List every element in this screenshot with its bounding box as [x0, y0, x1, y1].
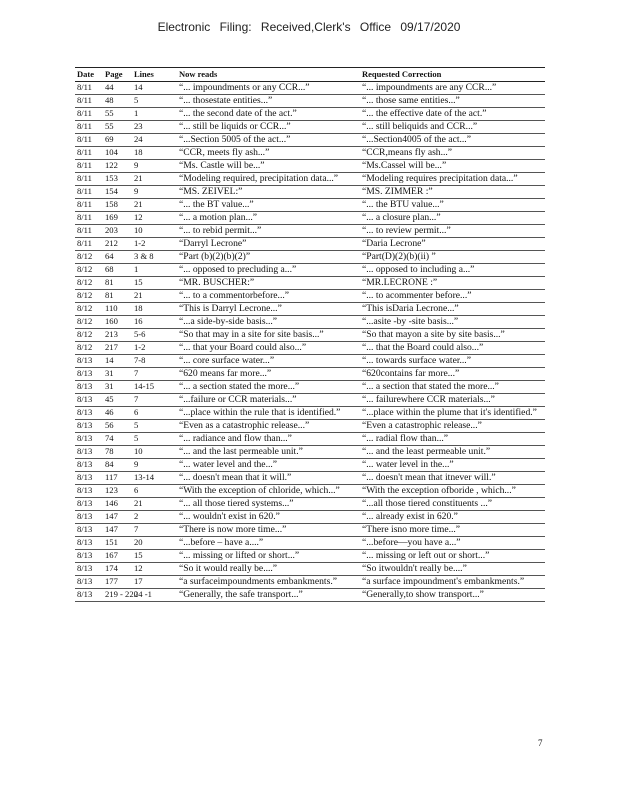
requested-correction-cell: “... radial flow than...” [360, 433, 545, 446]
lines-cell: 7 [132, 524, 177, 537]
now-reads-cell: “MS. ZEIVEL:” [177, 186, 360, 199]
page-cell: 31 [103, 381, 132, 394]
now-reads-cell: “... the second date of the act.” [177, 108, 360, 121]
table-row [75, 511, 545, 524]
now-reads-cell: “... still be liquids or CCR...” [177, 121, 360, 134]
date-cell: 8/13 [75, 446, 103, 459]
date-cell: 8/11 [75, 121, 103, 134]
now-reads-cell: “Darryl Lecrone” [177, 238, 360, 251]
date-cell: 8/12 [75, 303, 103, 316]
table-row [75, 589, 545, 602]
now-reads-cell: “... thosestate entities...” [177, 95, 360, 108]
date-cell: 8/13 [75, 524, 103, 537]
lines-cell: 6 [132, 485, 177, 498]
date-cell: 8/12 [75, 290, 103, 303]
requested-correction-cell: “... the effective date of the act.” [360, 108, 545, 121]
date-cell: 8/13 [75, 485, 103, 498]
table-row [75, 134, 545, 147]
date-cell: 8/12 [75, 329, 103, 342]
lines-cell: 5-6 [132, 329, 177, 342]
page-cell: 146 [103, 498, 132, 511]
date-cell: 8/11 [75, 82, 103, 95]
filing-stamp: Electronic Filing: Received,Clerk's Office 09/17/2020 [157, 20, 461, 34]
now-reads-cell: “Part (b)(2)(b)(2)” [177, 251, 360, 264]
date-cell: 8/13 [75, 433, 103, 446]
date-cell: 8/13 [75, 394, 103, 407]
now-reads-cell: “There is now more time...” [177, 524, 360, 537]
table-row [75, 173, 545, 186]
requested-correction-cell: “...place within the plume that it's identified.” [360, 407, 545, 420]
lines-cell: 12 [132, 212, 177, 225]
date-cell: 8/12 [75, 342, 103, 355]
now-reads-cell: “620 means far more...” [177, 368, 360, 381]
requested-correction-cell: “... and the least permeable unit.” [360, 446, 545, 459]
page-cell: 104 [103, 147, 132, 160]
page-cell: 31 [103, 368, 132, 381]
page-cell: 55 [103, 121, 132, 134]
now-reads-cell: “... impoundments or any CCR...” [177, 82, 360, 95]
requested-correction-cell: “... the BTU value...” [360, 199, 545, 212]
requested-correction-cell: “MR.LECRONE :” [360, 277, 545, 290]
table-row [75, 212, 545, 225]
now-reads-cell: “... the BT value...” [177, 199, 360, 212]
now-reads-cell: “... opposed to precluding a...” [177, 264, 360, 277]
lines-cell: 12 [132, 563, 177, 576]
date-cell: 8/11 [75, 147, 103, 160]
now-reads-cell: “... core surface water...” [177, 355, 360, 368]
now-reads-cell: “With the exception of chloride, which...” [177, 485, 360, 498]
now-reads-cell: “Ms. Castle will be...” [177, 160, 360, 173]
table-row [75, 459, 545, 472]
page-cell: 81 [103, 277, 132, 290]
date-cell: 8/13 [75, 511, 103, 524]
page-cell: 167 [103, 550, 132, 563]
lines-cell: 9 [132, 186, 177, 199]
requested-correction-cell: “... already exist in 620.” [360, 511, 545, 524]
date-cell: 8/13 [75, 498, 103, 511]
requested-correction-cell: “... to review permit...” [360, 225, 545, 238]
table-row [75, 368, 545, 381]
requested-correction-cell: “...before—you have a...” [360, 537, 545, 550]
lines-cell: 24 -1 [132, 589, 177, 602]
date-cell: 8/12 [75, 277, 103, 290]
date-cell: 8/13 [75, 407, 103, 420]
date-cell: 8/11 [75, 160, 103, 173]
requested-correction-cell: “... towards surface water...” [360, 355, 545, 368]
lines-cell: 24 [132, 134, 177, 147]
now-reads-cell: “... that your Board could also...” [177, 342, 360, 355]
table-row [75, 329, 545, 342]
date-cell: 8/13 [75, 459, 103, 472]
table-row [75, 537, 545, 550]
date-cell: 8/13 [75, 589, 103, 602]
page-cell: 64 [103, 251, 132, 264]
table-row [75, 576, 545, 589]
page-cell: 177 [103, 576, 132, 589]
table-row [75, 199, 545, 212]
lines-cell: 21 [132, 290, 177, 303]
lines-cell: 5 [132, 95, 177, 108]
now-reads-cell: “... and the last permeable unit.” [177, 446, 360, 459]
table-row [75, 316, 545, 329]
date-cell: 8/11 [75, 108, 103, 121]
table-row [75, 82, 545, 95]
table-row [75, 563, 545, 576]
now-reads-cell: “Generally, the safe transport...” [177, 589, 360, 602]
page-cell: 44 [103, 82, 132, 95]
lines-cell: 7-8 [132, 355, 177, 368]
table-row [75, 95, 545, 108]
lines-cell: 21 [132, 173, 177, 186]
date-cell: 8/11 [75, 212, 103, 225]
requested-correction-cell: “... to acommenter before...” [360, 290, 545, 303]
table-row [75, 108, 545, 121]
requested-correction-cell: “Generally,to show transport...” [360, 589, 545, 602]
table-row [75, 147, 545, 160]
lines-cell: 21 [132, 498, 177, 511]
now-reads-cell: “a surfaceimpoundments embankments.” [177, 576, 360, 589]
now-reads-cell: “... radiance and flow than...” [177, 433, 360, 446]
now-reads-cell: “So that may in a site for site basis...” [177, 329, 360, 342]
lines-cell: 5 [132, 420, 177, 433]
requested-correction-cell: “... those same entities...” [360, 95, 545, 108]
requested-correction-cell: “There isno more time...” [360, 524, 545, 537]
requested-correction-cell: “... missing or left out or short...” [360, 550, 545, 563]
table-row [75, 277, 545, 290]
lines-cell: 10 [132, 225, 177, 238]
table-row [75, 121, 545, 134]
date-cell: 8/12 [75, 264, 103, 277]
requested-correction-cell: “a surface impoundment's embankments.” [360, 576, 545, 589]
column-header-requested-correction: Requested Correction [360, 68, 545, 82]
lines-cell: 2 [132, 511, 177, 524]
page-cell: 122 [103, 160, 132, 173]
now-reads-cell: “... a motion plan...” [177, 212, 360, 225]
page-cell: 217 [103, 342, 132, 355]
requested-correction-cell: “Daria Lecrone” [360, 238, 545, 251]
date-cell: 8/11 [75, 199, 103, 212]
page-cell: 213 [103, 329, 132, 342]
table-body [75, 82, 545, 602]
date-cell: 8/13 [75, 368, 103, 381]
table-row [75, 407, 545, 420]
lines-cell: 3 & 8 [132, 251, 177, 264]
now-reads-cell: “...before – have a....” [177, 537, 360, 550]
date-cell: 8/12 [75, 316, 103, 329]
page-cell: 169 [103, 212, 132, 225]
date-cell: 8/11 [75, 173, 103, 186]
now-reads-cell: “Even as a catastrophic release...” [177, 420, 360, 433]
lines-cell: 17 [132, 576, 177, 589]
requested-correction-cell: “This isDaria Lecrone...” [360, 303, 545, 316]
now-reads-cell: “Modeling required, precipitation data...” [177, 173, 360, 186]
table-row [75, 394, 545, 407]
table-row [75, 472, 545, 485]
page-cell: 56 [103, 420, 132, 433]
column-header-now-reads: Now reads [177, 68, 360, 82]
lines-cell: 1 [132, 108, 177, 121]
page-number: 7 [538, 738, 543, 748]
now-reads-cell: “... to a commentorbefore...” [177, 290, 360, 303]
lines-cell: 9 [132, 160, 177, 173]
table-row [75, 485, 545, 498]
lines-cell: 20 [132, 537, 177, 550]
table-header-row [75, 68, 545, 82]
date-cell: 8/13 [75, 355, 103, 368]
lines-cell: 7 [132, 368, 177, 381]
lines-cell: 1-2 [132, 238, 177, 251]
page-cell: 219 - 220 [103, 589, 132, 602]
requested-correction-cell: “... a section that stated the more...” [360, 381, 545, 394]
now-reads-cell: “... all those tiered systems...” [177, 498, 360, 511]
lines-cell: 18 [132, 303, 177, 316]
requested-correction-cell: “... water level in the...” [360, 459, 545, 472]
lines-cell: 15 [132, 550, 177, 563]
lines-cell: 1 [132, 264, 177, 277]
table-row [75, 420, 545, 433]
page-cell: 147 [103, 524, 132, 537]
date-cell: 8/13 [75, 550, 103, 563]
column-header-date: Date [75, 68, 103, 82]
page-cell: 174 [103, 563, 132, 576]
date-cell: 8/11 [75, 238, 103, 251]
date-cell: 8/12 [75, 251, 103, 264]
table-row [75, 342, 545, 355]
date-cell: 8/11 [75, 134, 103, 147]
page-cell: 81 [103, 290, 132, 303]
page-cell: 45 [103, 394, 132, 407]
requested-correction-cell: “... doesn't mean that itnever will.” [360, 472, 545, 485]
requested-correction-cell: “CCR,means fly ash...” [360, 147, 545, 160]
lines-cell: 15 [132, 277, 177, 290]
date-cell: 8/13 [75, 420, 103, 433]
page-cell: 147 [103, 511, 132, 524]
now-reads-cell: “MR. BUSCHER:” [177, 277, 360, 290]
table-row [75, 524, 545, 537]
lines-cell: 13-14 [132, 472, 177, 485]
requested-correction-cell: “So itwouldn't really be....” [360, 563, 545, 576]
lines-cell: 18 [132, 147, 177, 160]
requested-correction-cell: “... still beliquids and CCR...” [360, 121, 545, 134]
table-row [75, 446, 545, 459]
page-cell: 154 [103, 186, 132, 199]
page-cell: 69 [103, 134, 132, 147]
date-cell: 8/13 [75, 563, 103, 576]
table-row [75, 238, 545, 251]
page-cell: 55 [103, 108, 132, 121]
requested-correction-cell: “MS. ZIMMER :” [360, 186, 545, 199]
errata-table [75, 67, 545, 602]
requested-correction-cell: “620contains far more...” [360, 368, 545, 381]
lines-cell: 5 [132, 433, 177, 446]
requested-correction-cell: “Even a catastrophic release...” [360, 420, 545, 433]
now-reads-cell: “CCR, meets fly ash...” [177, 147, 360, 160]
now-reads-cell: “... doesn't mean that it will.” [177, 472, 360, 485]
page-cell: 203 [103, 225, 132, 238]
table-row [75, 381, 545, 394]
now-reads-cell: “So it would really be....” [177, 563, 360, 576]
requested-correction-cell: “... a closure plan...” [360, 212, 545, 225]
requested-correction-cell: “...Section4005 of the act...” [360, 134, 545, 147]
date-cell: 8/13 [75, 381, 103, 394]
lines-cell: 9 [132, 459, 177, 472]
table-row [75, 290, 545, 303]
requested-correction-cell: “... that the Board could also...” [360, 342, 545, 355]
lines-cell: 21 [132, 199, 177, 212]
lines-cell: 16 [132, 316, 177, 329]
requested-correction-cell: “... failurewhere CCR materials...” [360, 394, 545, 407]
requested-correction-cell: “... opposed to including a...” [360, 264, 545, 277]
table-row [75, 186, 545, 199]
page-cell: 78 [103, 446, 132, 459]
page-cell: 123 [103, 485, 132, 498]
date-cell: 8/11 [75, 225, 103, 238]
requested-correction-cell: “...all those tiered constituents ...” [360, 498, 545, 511]
table-row [75, 433, 545, 446]
table-row [75, 355, 545, 368]
lines-cell: 1-2 [132, 342, 177, 355]
page-cell: 46 [103, 407, 132, 420]
date-cell: 8/13 [75, 537, 103, 550]
lines-cell: 23 [132, 121, 177, 134]
date-cell: 8/13 [75, 576, 103, 589]
requested-correction-cell: “Ms.Cassel will be...” [360, 160, 545, 173]
now-reads-cell: “...failure or CCR materials...” [177, 394, 360, 407]
page-cell: 212 [103, 238, 132, 251]
date-cell: 8/11 [75, 95, 103, 108]
requested-correction-cell: “So that mayon a site by site basis...” [360, 329, 545, 342]
table-row [75, 498, 545, 511]
lines-cell: 14 [132, 82, 177, 95]
now-reads-cell: “...place within the rule that is identified.” [177, 407, 360, 420]
now-reads-cell: “... wouldn't exist in 620.” [177, 511, 360, 524]
lines-cell: 14-15 [132, 381, 177, 394]
page-cell: 117 [103, 472, 132, 485]
now-reads-cell: “... missing or lifted or short...” [177, 550, 360, 563]
requested-correction-cell: “...asite -by -site basis...” [360, 316, 545, 329]
lines-cell: 6 [132, 407, 177, 420]
now-reads-cell: “...a side-by-side basis...” [177, 316, 360, 329]
now-reads-cell: “... water level and the...” [177, 459, 360, 472]
lines-cell: 7 [132, 394, 177, 407]
table-row [75, 251, 545, 264]
lines-cell: 10 [132, 446, 177, 459]
column-header-lines: Lines [132, 68, 177, 82]
table-row [75, 160, 545, 173]
page-cell: 153 [103, 173, 132, 186]
requested-correction-cell: “... impoundments are any CCR...” [360, 82, 545, 95]
date-cell: 8/11 [75, 186, 103, 199]
table-row [75, 303, 545, 316]
page-cell: 158 [103, 199, 132, 212]
now-reads-cell: “... to rebid permit...” [177, 225, 360, 238]
page-cell: 48 [103, 95, 132, 108]
page-cell: 110 [103, 303, 132, 316]
requested-correction-cell: “Part(D)(2)(b)(ii) ” [360, 251, 545, 264]
page-cell: 151 [103, 537, 132, 550]
page-cell: 84 [103, 459, 132, 472]
now-reads-cell: “...Section 5005 of the act...” [177, 134, 360, 147]
requested-correction-cell: “Modeling requires precipitation data...” [360, 173, 545, 186]
page-cell: 160 [103, 316, 132, 329]
requested-correction-cell: “With the exception ofboride , which...” [360, 485, 545, 498]
now-reads-cell: “This is Darryl Lecrone...” [177, 303, 360, 316]
page-cell: 74 [103, 433, 132, 446]
page-cell: 68 [103, 264, 132, 277]
table-row [75, 225, 545, 238]
now-reads-cell: “... a section stated the more...” [177, 381, 360, 394]
table-row [75, 550, 545, 563]
page-cell: 14 [103, 355, 132, 368]
column-header-page: Page [103, 68, 132, 82]
date-cell: 8/13 [75, 472, 103, 485]
table-row [75, 264, 545, 277]
